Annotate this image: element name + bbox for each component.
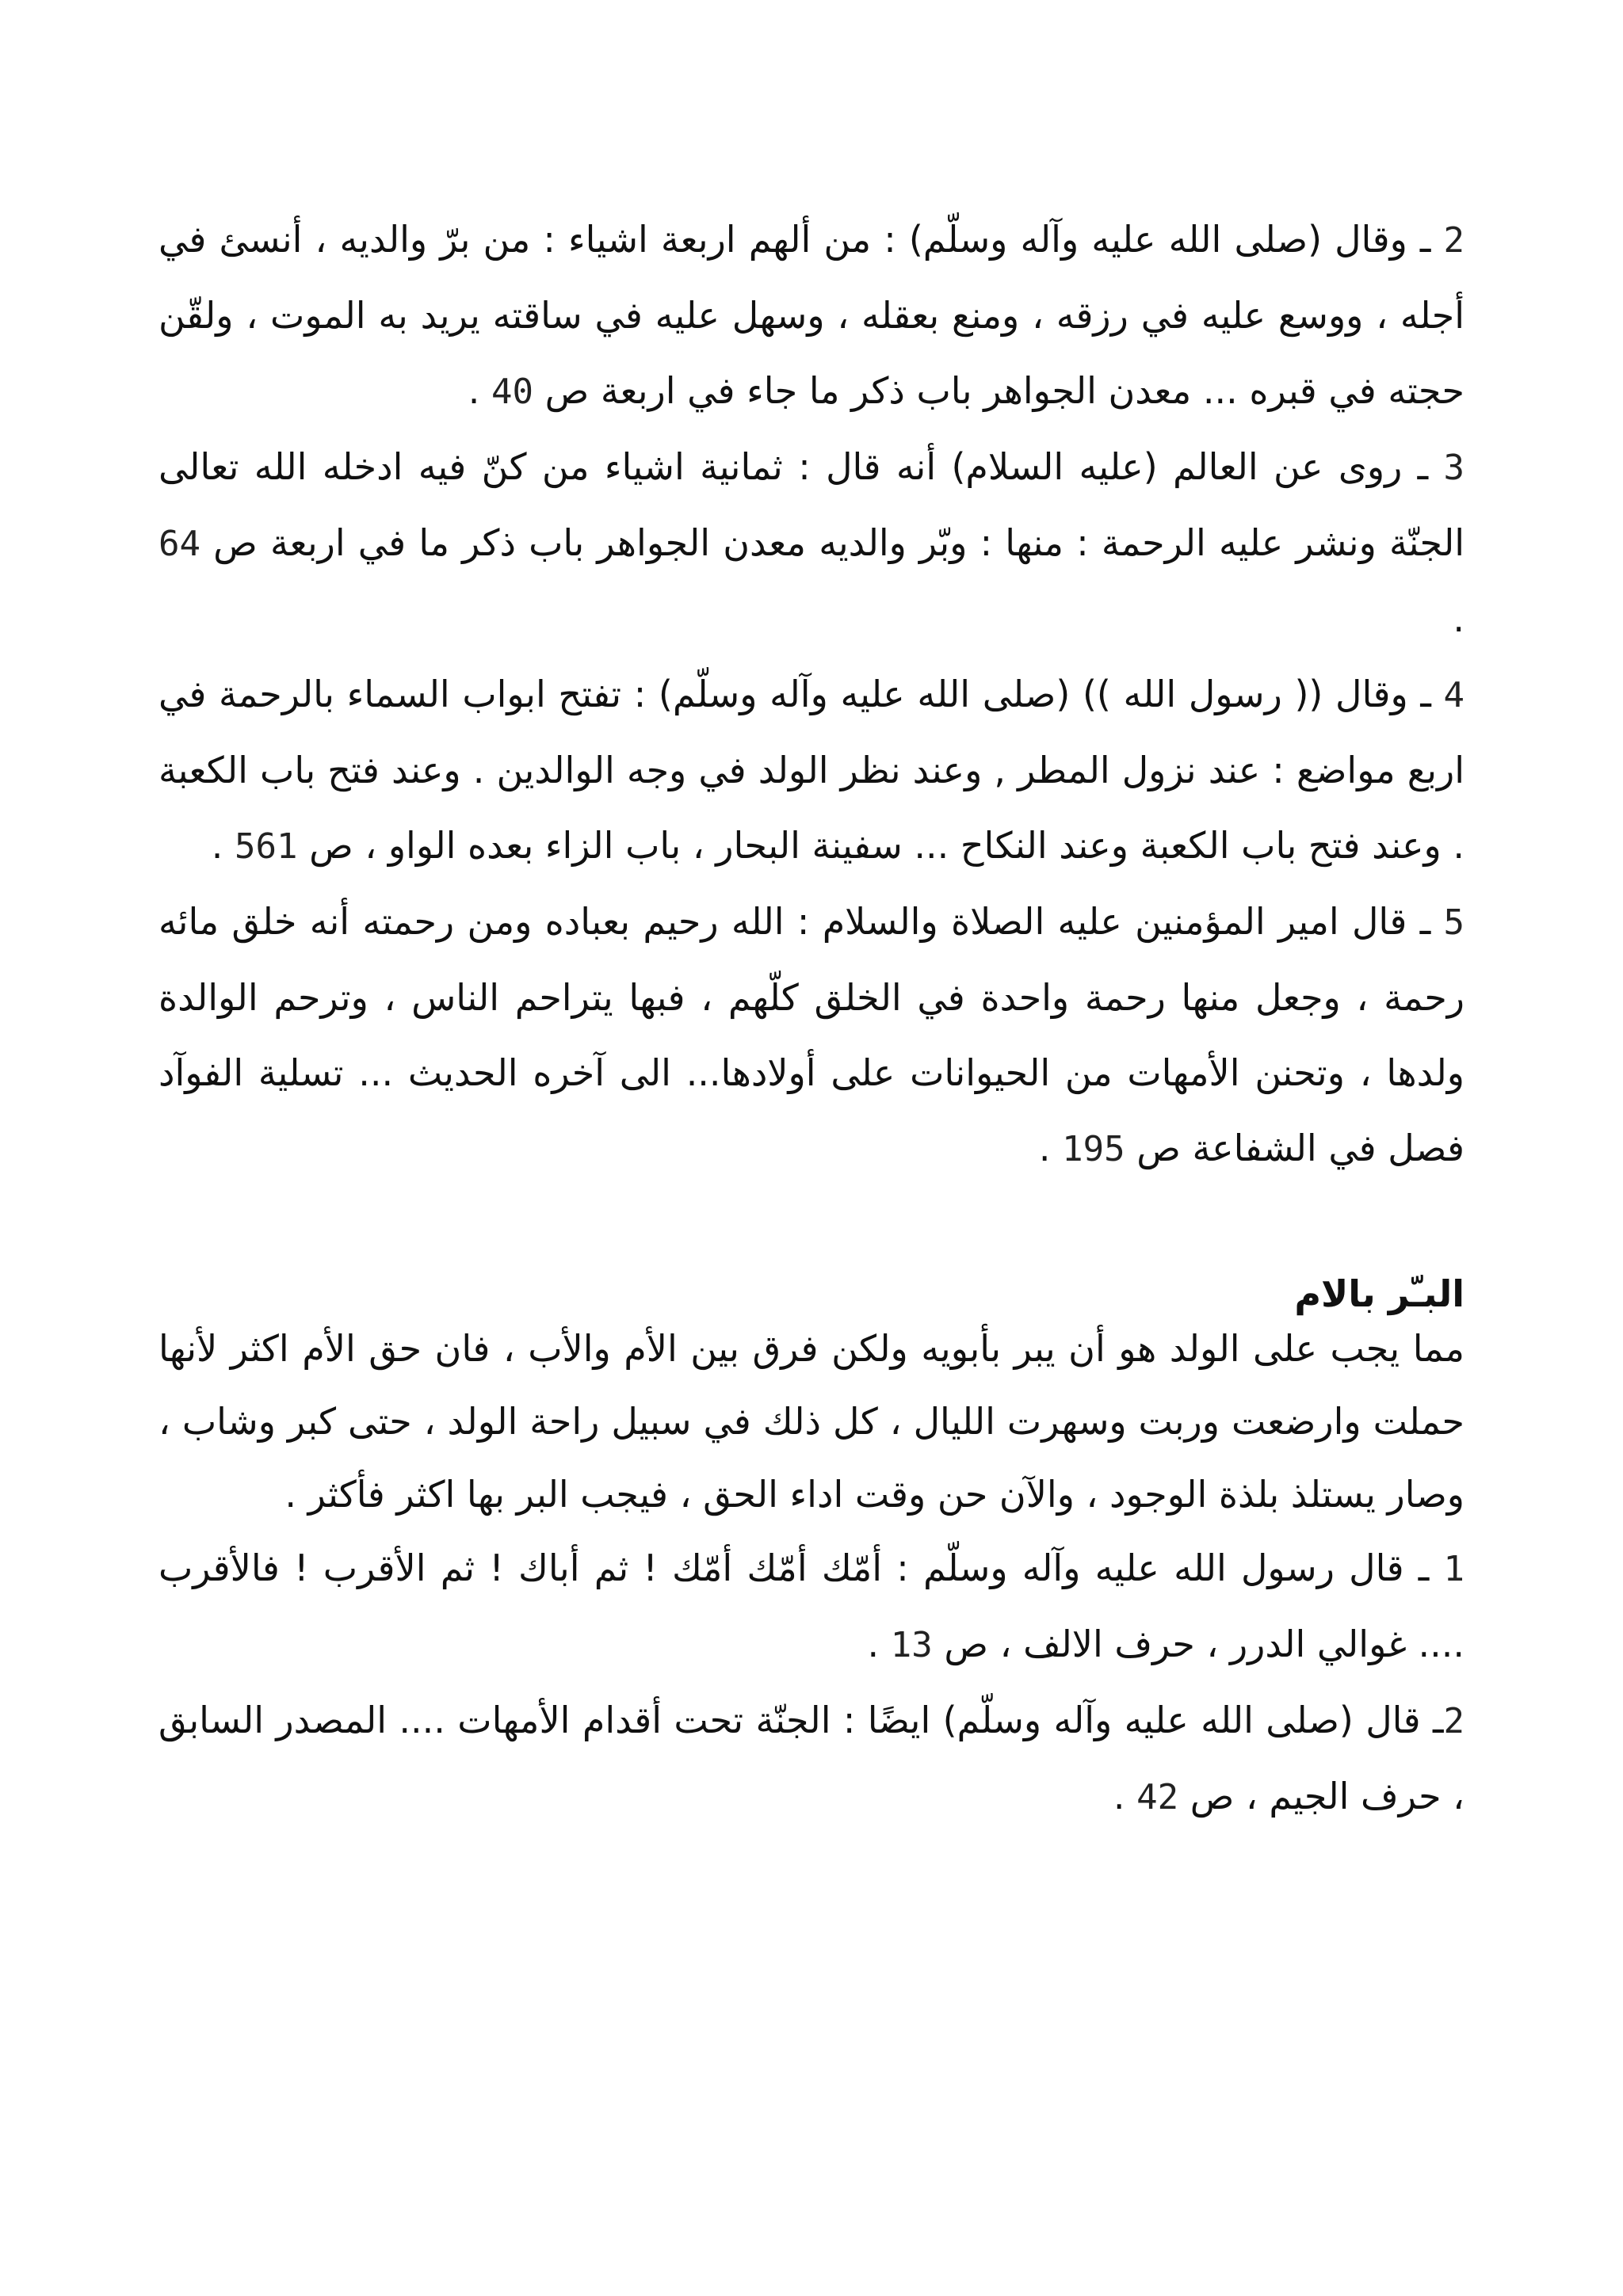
hadith-paragraph-3 bbox=[158, 429, 1465, 657]
item-number: 1 bbox=[1443, 1549, 1465, 1589]
item-number: 2 bbox=[1443, 220, 1465, 261]
document-page bbox=[158, 202, 1465, 1835]
item-number: 3 bbox=[1443, 448, 1465, 488]
section-heading: البـّر بالام bbox=[1294, 1272, 1465, 1315]
paragraph-text: ـ روى عن العالم (عليه السلام) أنه قال : ثمانية اشياء من كنّ فيه ادخله الله تعالى الجنّة ونشر عليه الرحمة : منها : وبّر والديه معدن الجواهر باب ذكر ما في اربعة ص bbox=[158, 445, 1465, 564]
paragraph-text: ـ وقال (صلى الله عليه وآله وسلّم) : من ألهم اربعة اشياء : من برّ والديه ، أنسئ في أجله ، ووسع عليه في رزقه ، ومنع بعقله ، وسهل عليه في ساقته يريد به الموت ، ولقّن حجته في قبره ... معدن الجواهر باب ذكر ما جاء في اربعة ص bbox=[158, 218, 1465, 412]
intro-paragraph: مما يجب على الولد هو أن يبر بأبويه ولكن فرق بين الأم والأب ، فان حق الأم اكثر لأنها حملت وارضعت وربت وسهرت الليال ، كل ذلك في سبيل راحة الولد ، حتى كبر وشاب ، وصار يستلذ بلذة الوجود ، والآن حن وقت اداء الحق ، فيجب البر بها اكثر فأكثر . bbox=[158, 1327, 1465, 1516]
paragraph-end: . bbox=[867, 1623, 891, 1665]
hadith-paragraph-1b bbox=[158, 1531, 1465, 1683]
paragraph-text: ـ قال امير المؤمنين عليه الصلاة والسلام : الله رحيم بعباده ومن رحمته أنه خلق مائه رحمة ، وجعل منها رحمة واحدة في الخلق كلّهم ، فبها يتراحم الناس ، وترحم الوالدة ولدها ، وتحنن الأمهات من الحيوانات على أولادها... الى آخره الحديث ... تسلية الفوآد فصل في الشفاعة ص bbox=[158, 900, 1465, 1169]
paragraph-text: ـ قال (صلى الله عليه وآله وسلّم) ايضًا : الجنّة تحت أقدام الأمهات .... المصدر السابق ، حرف الجيم ، ص bbox=[158, 1699, 1465, 1817]
item-number: 2 bbox=[1443, 1701, 1465, 1741]
page-number: 195 bbox=[1062, 1129, 1125, 1169]
page-number: 42 bbox=[1136, 1777, 1179, 1817]
hadith-paragraph-2b bbox=[158, 1683, 1465, 1835]
page-number: 64 bbox=[158, 524, 200, 564]
page-number: 40 bbox=[491, 372, 534, 412]
paragraph-end: . bbox=[1453, 597, 1465, 640]
hadith-paragraph-5 bbox=[158, 884, 1465, 1187]
page-number: 13 bbox=[890, 1625, 933, 1665]
paragraph-end: . bbox=[468, 369, 492, 412]
paragraph-end: . bbox=[211, 824, 235, 867]
item-number: 5 bbox=[1443, 902, 1465, 943]
page-number: 561 bbox=[235, 826, 298, 867]
item-number: 4 bbox=[1443, 675, 1465, 715]
hadith-paragraph-2 bbox=[158, 202, 1465, 429]
paragraph-text: ـ وقال (( رسول الله )) (صلى الله عليه وآله وسلّم) : تفتح ابواب السماء بالرحمة في اربع مواضع : عند نزول المطر , وعند نظر الولد في وجه الوالدين . وعند فتح باب الكعبة . وعند فتح باب الكعبة وعند النكاح ... سفينة البحار ، باب الزاء بعده الواو ، ص bbox=[158, 673, 1465, 867]
paragraph-text: ـ قال رسول الله عليه وآله وسلّم : أمّك أمّك أمّك ! ثم أباك ! ثم الأقرب ! فالأقرب .... غوالي الدرر ، حرف الالف ، ص bbox=[158, 1547, 1465, 1665]
paragraph-end: . bbox=[1113, 1775, 1137, 1817]
hadith-paragraph-4 bbox=[158, 657, 1465, 884]
paragraph-end: . bbox=[1038, 1127, 1063, 1169]
